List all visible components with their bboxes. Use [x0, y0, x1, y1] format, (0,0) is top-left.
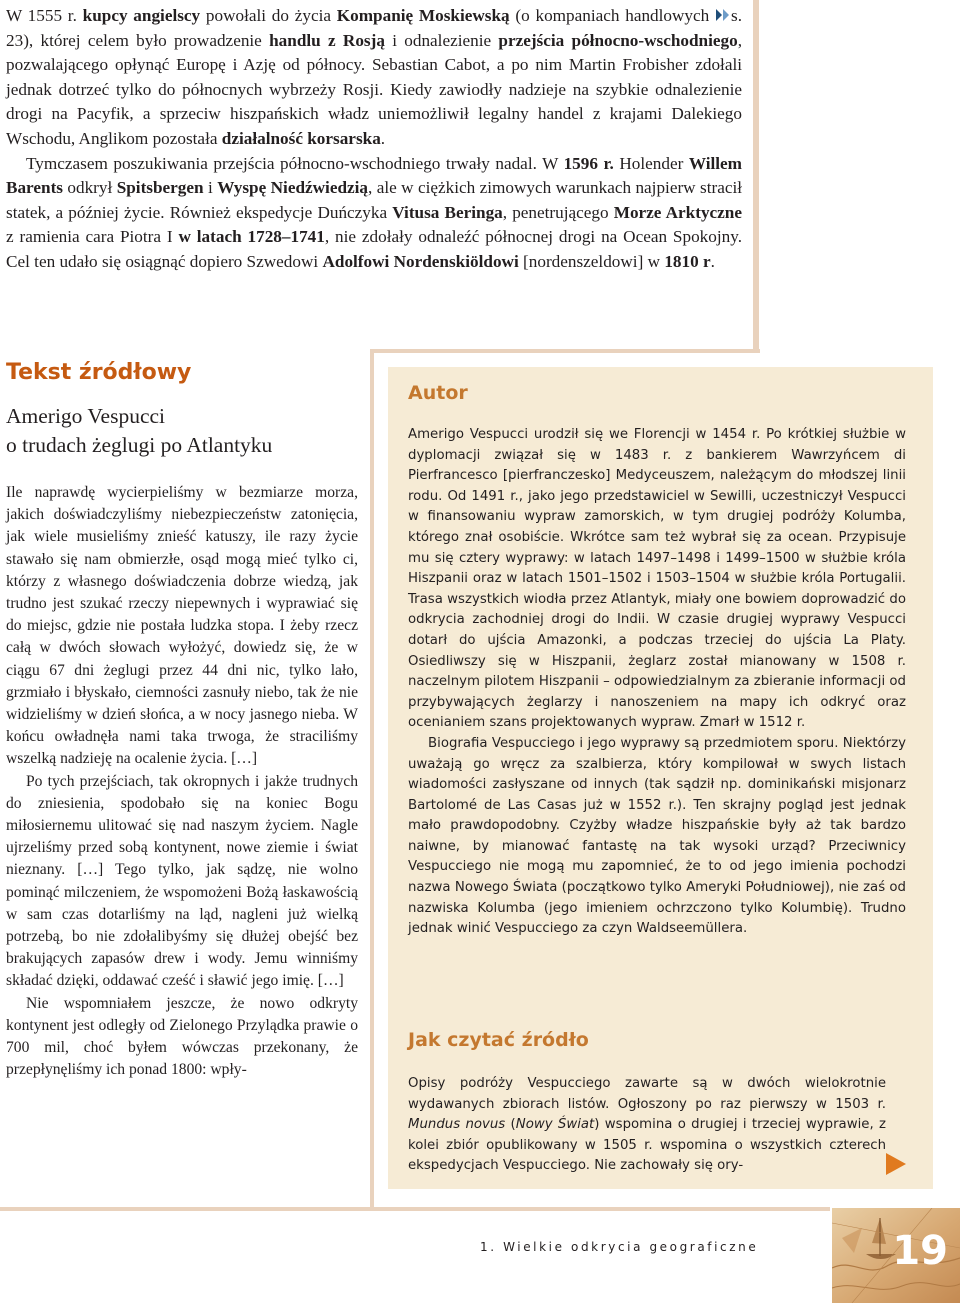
intro-text — [6, 4, 742, 275]
chapter-title: 1. Wielkie odkrycia geograficzne — [480, 1240, 759, 1254]
page-corner-map — [832, 1208, 960, 1303]
intro-paragraph-1: W 1555 r. kupcy angielscy powołali do życia Kompanię Moskiewską (o kompaniach handlowych s. 23), której celem było prowadzenie handlu z Rosją i odnalezienie przejścia północno-wschodniego, pozwalającego opłynąć Europę i Azję od północy. Sebastian Cabot, a po nim Martin Frobisher zdołali jednak dotrzeć tylko do północnych wybrzeży Rosji. Kiedy zawiodły nadzieje na szybkie odnalezienie drogi na Pacyfik, a sprzeciw hiszpańskich władz uniemożliwił legalny handel z krajami Dalekiego Wschodu, Anglikom pozostała działalność korsarska. — [6, 6, 743, 148]
intro-paragraph-2: Tymczasem poszukiwania przejścia północno-wschodniego trwały nadal. W 1596 r. Holender Willem Barents odkrył Spitsbergen i Wyspę Niedźwiedzią, ale w ciężkich zimowych warunkach najpierw stracił statek, a później życie. Również ekspedycje Duńczyka Vitusa Beringa, penetrującego Morze Arktyczne z ramienia cara Piotra I w latach 1728–1741, nie zdołały odnaleźć północnej drogi na Ocean Spokojny. Cel ten udało się osiągnąć dopiero Szwedowi Adolfowi Nordenskiöldowi [nordenszeldowi] w 1810 r. — [6, 153, 743, 271]
continue-arrow-icon[interactable] — [885, 1152, 907, 1176]
page-number: 19 — [892, 1228, 948, 1274]
author-paragraph: Amerigo Vespucci urodził się we Florencji w 1454 r. Po krótkiej służbie w dyplomacji związał się w 1483 r. z bankierem Wawrzyńcem di Pierfrancesco [pierfranczesko] Medyceuszem, należącym do młodszej linii rodu. Od 1491 r., jako jego przedstawiciel w Sewilli, uczestniczył Vespucci w finansowaniu wypraw zamorskich, w tym drugiej podróży Kolumba, którego znał osobiście. Wkrótce sam też wybrał się za ocean. Przypisuje mu się cztery wyprawy: w latach 1497–1498 i 1499–1500 w służbie króla Hiszpanii oraz w latach 1501–1502 i 1503–1504 w służbie króla Portugalii. Trasa wszystkich wiodła przez Atlantyk, miały one bowiem doprowadzić do odkrycia zachodniej drogi do Indii. W czasie drugiej wyprawy Vespucci dotarł do ujścia Amazonki, a podczas trzeciej do ujścia La Platy. Osiedliwszy się w Hiszpanii, żeglarz został mianowany w 1508 r. naczelnym pilotem Hiszpanii – odpowiedzialnym za zbieranie informacji od przybywających żeglarzy i nanoszeniem na mapy ich odkryć oraz ocenianiem szans projektowanych wypraw. Zmarł w 1512 r. — [408, 427, 906, 731]
top-right-rule — [753, 0, 759, 352]
source-paragraph: Nie wspomniałem jeszcze, że nowo odkryty kontynent jest odległy od Zielonego Przylądka prawie o 700 mil, choć byłem wówczas przekonany, że przepłynęliśmy ich ponad 1800: wpły- — [6, 994, 358, 1079]
howto-heading: Jak czytać źródło — [408, 1029, 589, 1051]
source-paragraph: Po tych przejściach, tak okropnych i jakże trudnych do zniesienia, spodobało się na koniec Bogu miłosiernemu ulitować się nad naszym życiem. Nagle ujrzeliśmy przed sobą kontynent, nowe ziemie i świat nieznany. […] Tego tylko, jak sądzę, nie wolno pominąć milczeniem, że wspomożeni Bożą łaskawością w sam czas dotarliśmy na ląd, nagleni już wielką potrzebą, bo nie zdołalibyśmy się dłużej obejść bez brakujących zapasów drew i wody. Jemu winniśmy składać dzięki, oddawać cześć i sławić jego imię. […] — [6, 772, 358, 990]
page-reference-icon[interactable] — [715, 5, 731, 19]
middle-rule — [370, 349, 760, 353]
source-title: Amerigo Vespucci o trudach żeglugi po Atlantyku — [6, 404, 273, 457]
source-section-label: Tekst źródłowy — [6, 360, 192, 385]
author-sidebar — [388, 367, 933, 1189]
author-text — [408, 425, 906, 940]
source-text — [6, 482, 358, 1081]
author-paragraph: Biografia Vespucciego i jego wyprawy są przedmiotem sporu. Niektórzy uważają go wręcz za szalbierza, który kompilował w swych listach wiadomości zasłyszane od innych (tak sądził np. dominikański misjonarz Bartolomé de Las Casas już w 1552 r.). Ten skrajny pogląd jest jednak mało prawdopodobny. Czyżby władze hiszpańskie były aż tak bardzo naiwne, by mianować fantastę na tak wysoki urząd? Przeciwnicy Vespucciego nie mogą mu zapomnieć, że to od jego imienia pochodzi nazwa Nowego Świata (początkowo tylko Ameryki Południowej), nie zaś od nazwiska Kolumba (jego imieniem ochrzczono tylko Kolumbię). Trudno jednak winić Vespucciego za czyn Waldseemüllera. — [408, 735, 906, 937]
column-divider — [370, 352, 374, 1207]
source-paragraph: Ile naprawdę wycierpieliśmy w bezmiarze morza, jakich doświadczyliśmy niebezpieczeństw zatonięcia, jak wiele musieliśmy znieść katuszy, ile razy życie stawało się nam obmierzłe, osąd mogą mieć tylko ci, którzy z własnego doświadczenia dobrze wiedzą, jak trudno jest szukać rzeczy niepewnych i wyprawiać się do miejsc, gdzie nie postała ludzka stopa. I żeby rzecz całą w dwóch słowach wyłożyć, dowiedz się, że w ciągu 67 dni żeglugi przez 44 dni nic, tylko lało, grzmiało i błyskało, ciemności zasnuły niebo, tak że nie widzieliśmy w dzień słońca, a w nocy jasnego nieba. W końcu owładnęła nami taka trwoga, że straciliśmy wszelką nadzieję na ocalenie życia. […] — [6, 484, 358, 768]
howto-text — [408, 1074, 886, 1177]
howto-paragraph: Opisy podróży Vespucciego zawarte są w dwóch wielokrotnie wydawanych zbiorach listów. Ogłoszony po raz pierwszy w 1503 r. Mundus novus (Nowy Świat) wspomina o drugiej i trzeciej wyprawie, z kolei zbiór opublikowany w 1505 r. wspomina o wszystkich czterech ekspedycjach Vespucciego. Nie zachowały się ory- — [408, 1076, 886, 1174]
author-heading: Autor — [408, 382, 468, 404]
bottom-rule — [0, 1207, 830, 1211]
